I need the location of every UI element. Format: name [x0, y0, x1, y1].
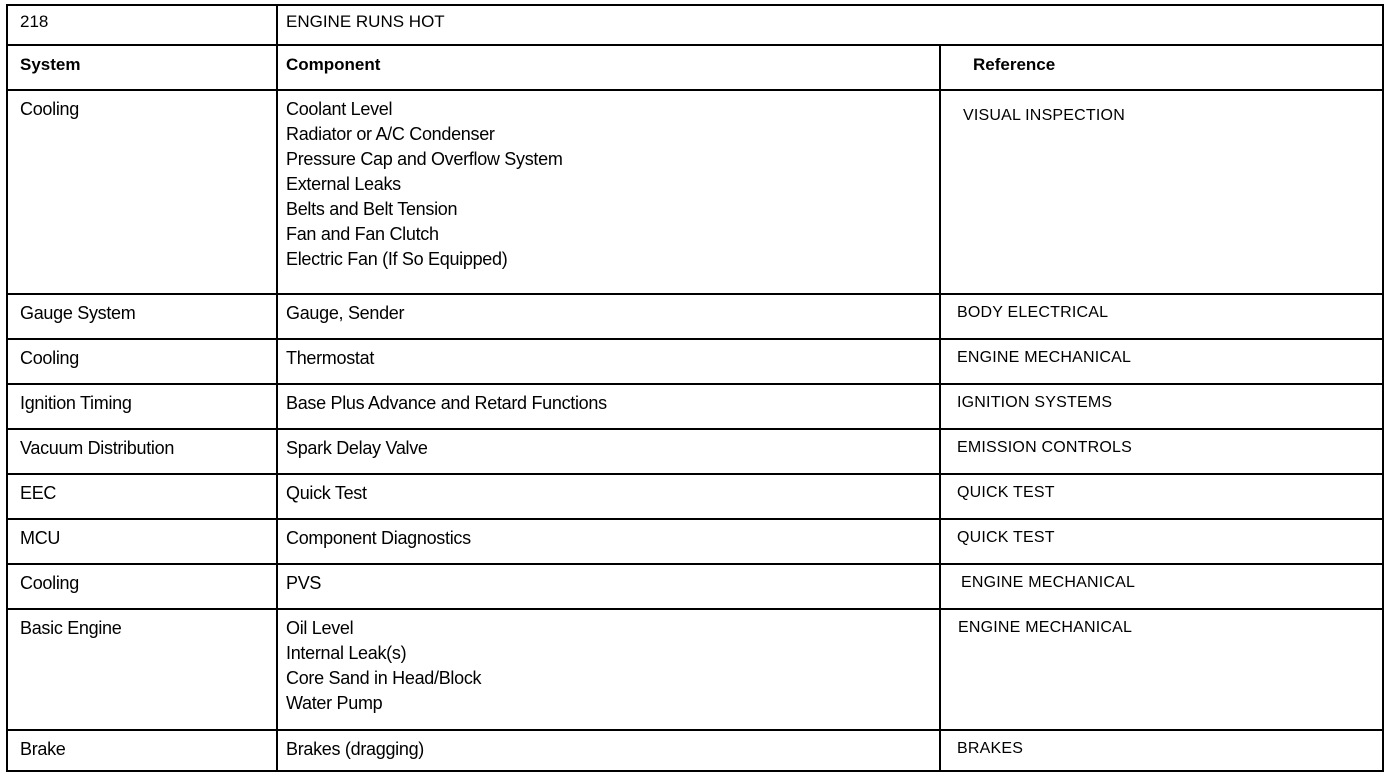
reference-cell: BODY ELECTRICAL: [940, 294, 1383, 339]
component-cell: [277, 90, 940, 294]
component-line: Quick Test: [286, 483, 367, 503]
reference-cell: ENGINE MECHANICAL: [940, 609, 1383, 730]
component-cell: [277, 730, 940, 771]
table-row: [7, 429, 1383, 474]
component-line: Electric Fan (If So Equipped): [286, 249, 508, 269]
component-line: Internal Leak(s): [286, 643, 407, 663]
system-cell: MCU: [7, 519, 277, 564]
system-cell: EEC: [7, 474, 277, 519]
component-cell: [277, 384, 940, 429]
system-cell: Cooling: [7, 564, 277, 609]
reference-cell: BRAKES: [940, 730, 1383, 771]
component-line: Fan and Fan Clutch: [286, 224, 439, 244]
component-cell: [277, 339, 940, 384]
header-system: System: [7, 45, 277, 90]
component-line: PVS: [286, 573, 322, 593]
reference-cell: VISUAL INSPECTION: [940, 90, 1383, 294]
table-row: [7, 384, 1383, 429]
system-cell: Vacuum Distribution: [7, 429, 277, 474]
component-line: Core Sand in Head/Block: [286, 668, 482, 688]
header-reference: Reference: [940, 45, 1383, 90]
system-cell: Cooling: [7, 90, 277, 294]
reference-cell: ENGINE MECHANICAL: [940, 339, 1383, 384]
table-row: [7, 609, 1383, 730]
table-row: [7, 294, 1383, 339]
reference-cell: QUICK TEST: [940, 519, 1383, 564]
header-row: [7, 45, 1383, 90]
table-row: [7, 519, 1383, 564]
title-row: [7, 5, 1383, 45]
header-component: Component: [277, 45, 940, 90]
component-line: Coolant Level: [286, 99, 393, 119]
diagnosis-table: [6, 4, 1384, 772]
reference-cell: IGNITION SYSTEMS: [940, 384, 1383, 429]
reference-cell: EMISSION CONTROLS: [940, 429, 1383, 474]
system-cell: Cooling: [7, 339, 277, 384]
symptom-title: ENGINE RUNS HOT: [277, 5, 1383, 45]
table-row: [7, 90, 1383, 294]
component-line: Water Pump: [286, 693, 383, 713]
table-row: [7, 730, 1383, 771]
component-cell: [277, 609, 940, 730]
system-cell: Ignition Timing: [7, 384, 277, 429]
component-line: Spark Delay Valve: [286, 438, 428, 458]
table-row: [7, 474, 1383, 519]
component-cell: [277, 429, 940, 474]
component-line: Radiator or A/C Condenser: [286, 124, 495, 144]
symptom-number: 218: [7, 5, 277, 45]
component-line: Gauge, Sender: [286, 303, 405, 323]
reference-cell: QUICK TEST: [940, 474, 1383, 519]
component-line: Thermostat: [286, 348, 375, 368]
system-cell: Gauge System: [7, 294, 277, 339]
component-line: Pressure Cap and Overflow System: [286, 149, 563, 169]
component-cell: [277, 519, 940, 564]
table-row: [7, 564, 1383, 609]
component-line: Oil Level: [286, 618, 354, 638]
component-line: External Leaks: [286, 174, 401, 194]
component-line: Brakes (dragging): [286, 739, 424, 759]
component-line: Belts and Belt Tension: [286, 199, 458, 219]
system-cell: Brake: [7, 730, 277, 771]
component-cell: [277, 564, 940, 609]
component-cell: [277, 294, 940, 339]
reference-cell: ENGINE MECHANICAL: [940, 564, 1383, 609]
component-line: Base Plus Advance and Retard Functions: [286, 393, 607, 413]
component-line: Component Diagnostics: [286, 528, 471, 548]
component-cell: [277, 474, 940, 519]
table-row: [7, 339, 1383, 384]
system-cell: Basic Engine: [7, 609, 277, 730]
